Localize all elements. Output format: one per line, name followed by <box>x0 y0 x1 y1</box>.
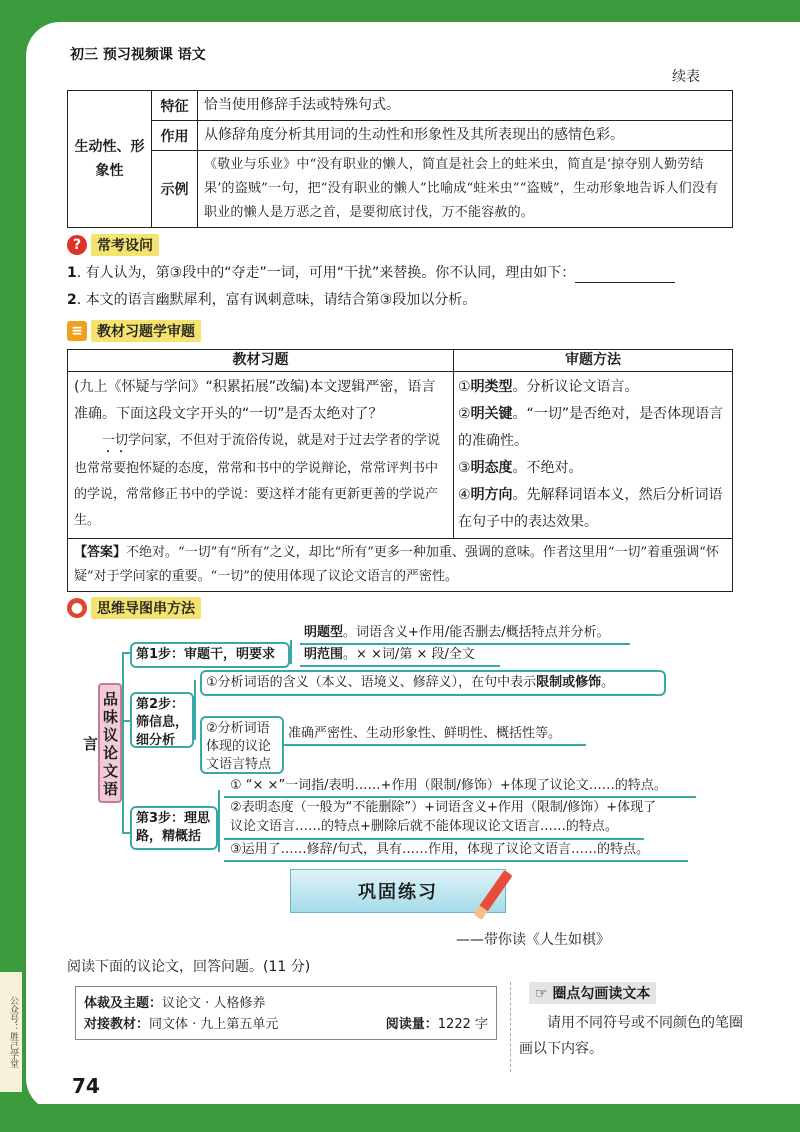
section-mindmap <box>67 597 201 619</box>
person-icon: ● <box>67 598 87 618</box>
function-text: 从修辞角度分析其用词的生动性和形象性及其所表现出的感情色彩。 <box>198 121 733 151</box>
header-title: 初三 预习视频课 语文 <box>70 47 206 63</box>
q1-text: . 有人认为，第③段中的“夺走”一词，可用“干扰”来替换。你不认同，理由如下： <box>76 265 576 281</box>
side-card <box>510 982 750 1072</box>
quote-emphasis: 一切 <box>102 433 129 448</box>
step3-c: ③运用了……修辞/句式，具有……作用，体现了议论文语言……的特点。 <box>230 842 650 857</box>
section-common <box>67 234 159 256</box>
example-text: 《敬业与乐业》中“没有职业的懒人，简直是社会上的蛀米虫，简直是‘掠夺别人勤劳结果’的盗贼”一句，把“没有职业的懒人”比喻成“蛀米虫”“盗贼”，生动形象地告诉人们没有职业的懒人是万恶之首，是要彻底讨伐，万不能容赦的。 <box>198 151 733 228</box>
notebook-icon: ≡ <box>67 321 87 341</box>
bottom-bar <box>0 1104 800 1132</box>
method-3: ③明态度。不绝对。 <box>458 460 583 476</box>
problem-cell <box>68 372 454 539</box>
method-4: ④明方向。先解释词语本义，然后分析词语在句子中的表达效果。 <box>458 487 723 530</box>
trunk-line <box>122 652 124 834</box>
step2-b-underline <box>284 744 586 746</box>
feature-table <box>67 90 733 228</box>
step-2-box: 第2步：筛信息，细分析 <box>130 692 194 748</box>
answer-text: 不绝对。“一切”有“所有”之义，却比“所有”更多一种加重、强调的意味。作者这里用“一切”着重强调“怀疑”对于学问家的重要。“一切”的使用体现了议论文语言的严密性。 <box>74 545 719 584</box>
method-2: ②明关键。“一切”是否绝对，是否体现语言的准确性。 <box>458 406 724 449</box>
step1-fork <box>290 640 292 664</box>
side-strip: 公众号：胜己学堂 <box>0 972 22 1092</box>
q1-number: 1 <box>67 265 77 281</box>
section-textbook-title: 教材习题学审题 <box>91 320 201 342</box>
problem-quote <box>74 428 447 534</box>
example-label: 示例 <box>152 151 198 228</box>
textbook-table <box>67 349 733 592</box>
word-count: 阅读量：1222 字 <box>385 1017 488 1032</box>
genre-line: 体裁及主题：议论文 · 人格修养 <box>84 996 266 1011</box>
step3-c-underline <box>224 860 688 862</box>
step-2a-box: ①分析词语的含义（本义、语境义、修辞义），在句中表示限制或修饰。 <box>200 670 666 696</box>
step2-b-text: 准确严密性、生动形象性、鲜明性、概括性等。 <box>288 726 562 741</box>
link-line: 对接教材：同文体 · 九上第五单元 阅读量：1222 字 <box>84 1014 488 1035</box>
continued-label: 续表 <box>672 69 700 85</box>
side-card-text: 请用不同符号或不同颜色的笔圈画以下内容。 <box>519 1015 743 1057</box>
feature-label: 特征 <box>152 91 198 121</box>
row-head: 生动性、形象性 <box>68 91 152 228</box>
quote-text: 学问家，不但对于流俗传说，就是对于过去学者的学说也常常要抱怀疑的态度，常常和书中的学说辩论，常常评判书中的学说，常常修正书中的学说：要这样才能有更新更善的学说产生。 <box>74 433 441 528</box>
step1-b-underline <box>300 665 500 667</box>
method-1: ①明类型。分析议论文语言。 <box>458 379 639 395</box>
step3-fork <box>218 790 220 852</box>
step1-b: 明范围。× ×词/第 × 段/全文 <box>304 647 475 662</box>
answer-label: 【答案】 <box>74 545 127 560</box>
section-textbook <box>67 320 201 342</box>
problem-intro: (九上《怀疑与学问》“积累拓展”改编)本文逻辑严密，语言准确。下面这段文字开头的“一切”是否太绝对了？ <box>74 379 436 422</box>
step-1-box: 第1步：审题干，明要求 <box>130 642 290 668</box>
step2-fork <box>194 680 196 740</box>
question-1 <box>67 263 675 283</box>
function-label: 作用 <box>152 121 198 151</box>
info-box <box>75 986 497 1040</box>
mindmap-root: 品味议论文语言 <box>98 683 122 803</box>
practice-banner: 巩固练习 <box>290 869 506 913</box>
practice-subtitle: ——带你读《人生如棋》 <box>456 932 610 948</box>
step3-a: ① “× ×”一词指/表明……+作用（限制/修饰）+体现了议论文……的特点。 <box>230 778 667 793</box>
question-icon: ? <box>67 235 87 255</box>
answer-blank[interactable] <box>575 269 675 283</box>
q2-text: . 本文的语言幽默犀利，富有讽刺意味，请结合第③段加以分析。 <box>76 292 477 308</box>
section-mindmap-title: 思维导图串方法 <box>91 597 201 619</box>
step3-b1: ②表明态度（一般为“不能删除”）+词语含义+作用（限制/修饰）+体现了 <box>230 800 657 815</box>
col-method: 审题方法 <box>454 350 733 372</box>
answer-cell <box>68 539 733 592</box>
method-cell <box>454 372 733 539</box>
question-2 <box>67 290 476 310</box>
step-3-box: 第3步：理思路，精概括 <box>130 806 218 850</box>
step1-a: 明题型。词语含义+作用/能否删去/概括特点并分析。 <box>304 625 610 640</box>
section-common-title: 常考设问 <box>91 234 159 256</box>
side-card-title: ☞ 圈点勾画读文本 <box>529 982 656 1004</box>
practice-instruction: 阅读下面的议论文，回答问题。(11 分) <box>67 959 311 975</box>
q2-number: 2 <box>67 292 77 308</box>
feature-text: 恰当使用修辞手法或特殊句式。 <box>198 91 733 121</box>
hand-icon: ☞ <box>535 986 553 1002</box>
step3-b2: 议论文语言……的特点+删除后就不能体现议论文语言……的特点。 <box>230 819 618 834</box>
page-number: 74 <box>72 1074 100 1098</box>
col-problem: 教材习题 <box>68 350 454 372</box>
step-2b-box: ②分析词语体现的议论文语言特点 <box>200 716 284 774</box>
